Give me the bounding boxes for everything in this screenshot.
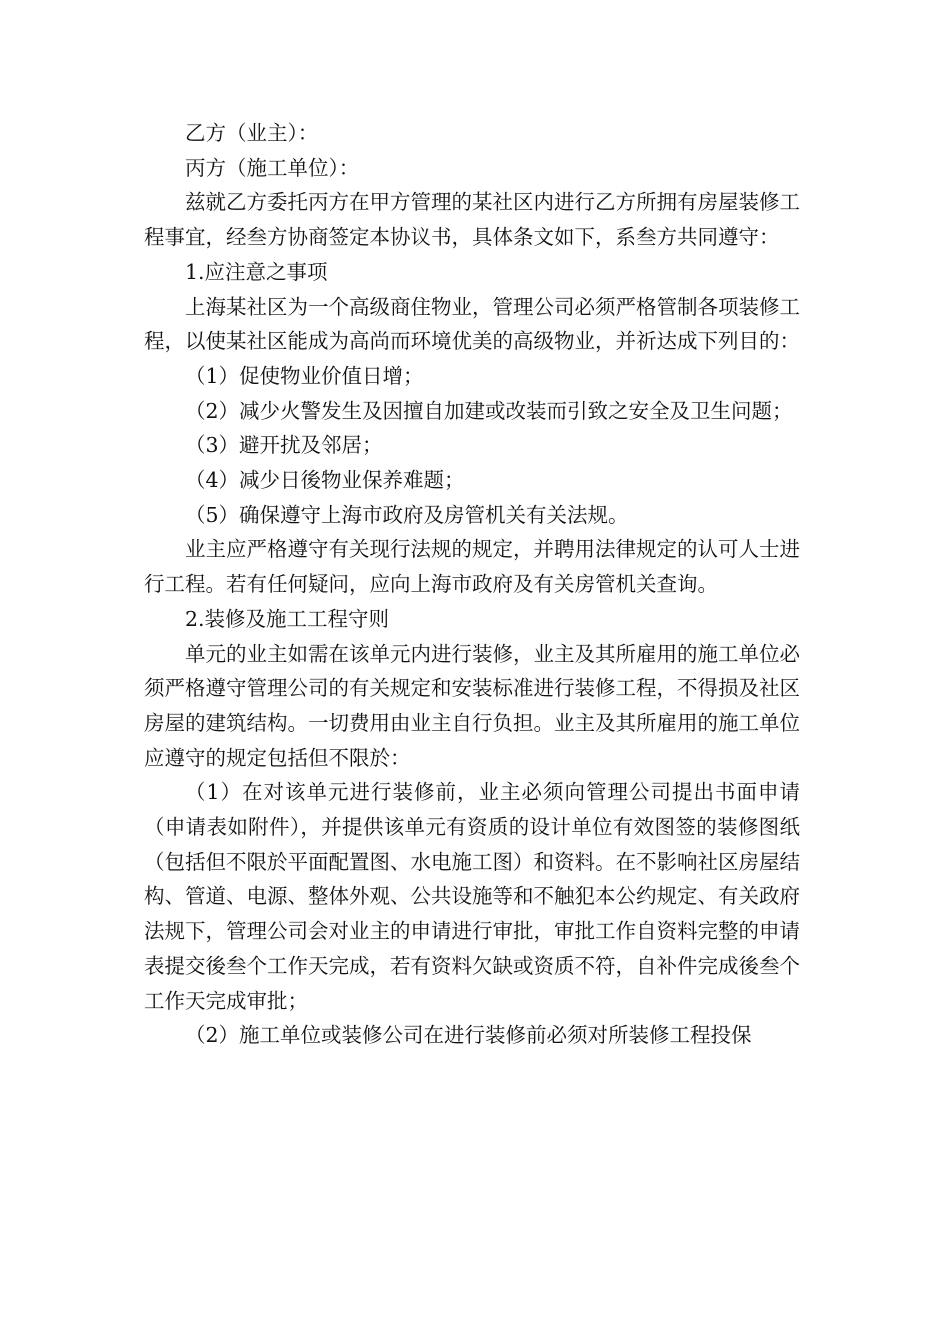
section-2-heading: 2.装修及施工工程守则	[185, 606, 390, 631]
party-b-line: 乙方（业主）：	[185, 121, 319, 145]
rule-item-1: （1）在对该单元进行装修前，业主必须向管理公司提出书面申请（申请表如附件），并提供该单元有资质的设计单位有效图签的装修图纸（包括但不限於平面配置图、水电施工图）和资料。在不影响社区房屋结构、管道、电源、整体外观、公共设施等和不触犯本公约规定、有关政府法规下，管理公司会对业主的申请进行审批，审批工作自资料完整的申请表提交後叁个工作天完成，若有资料欠缺或资质不符，自补件完成後叁个工作天完成审批；	[144, 780, 800, 1013]
compliance-paragraph: 业主应严格遵守有关现行法规的规定，并聘用法律规定的认可人士进行工程。若有任何疑问，应向上海市政府及有关房管机关查询。	[144, 537, 800, 597]
goal-item-1: （1）促使物业价值日增；	[185, 363, 424, 388]
goal-item-4: （4）减少日後物业保养难题；	[185, 468, 465, 493]
party-c-line: 丙方（施工单位）：	[185, 155, 360, 180]
document-page	[144, 116, 800, 1053]
section-1-heading: 1.应注意之事项	[185, 259, 328, 284]
goal-item-5: （5）确保遵守上海市政府及房管机关有关法规。	[185, 502, 629, 527]
goal-item-2: （2）减少火警发生及因擅自加建或改装而引致之安全及卫生问题；	[185, 398, 793, 423]
section-2-intro: 单元的业主如需在该单元内进行装修，业主及其所雇用的施工单位必须严格遵守管理公司的有关规定和安装标准进行装修工程，不得损及社区房屋的建筑结构。一切费用由业主自行负担。业主及其所雇用的施工单位应遵守的规定包括但不限於：	[144, 641, 800, 770]
rule-item-2: （2）施工单位或装修公司在进行装修前必须对所装修工程投保	[185, 1023, 752, 1048]
preamble-paragraph: 兹就乙方委托丙方在甲方管理的某社区内进行乙方所拥有房屋装修工程事宜，经叁方协商签定本协议书，具体条文如下，系叁方共同遵守：	[144, 190, 800, 250]
section-1-intro: 上海某社区为一个高级商住物业，管理公司必须严格管制各项装修工程，以使某社区能成为高尚而环境优美的高级物业，并祈达成下列目的：	[144, 294, 800, 354]
goal-item-3: （3）避开扰及邻居；	[185, 433, 383, 458]
